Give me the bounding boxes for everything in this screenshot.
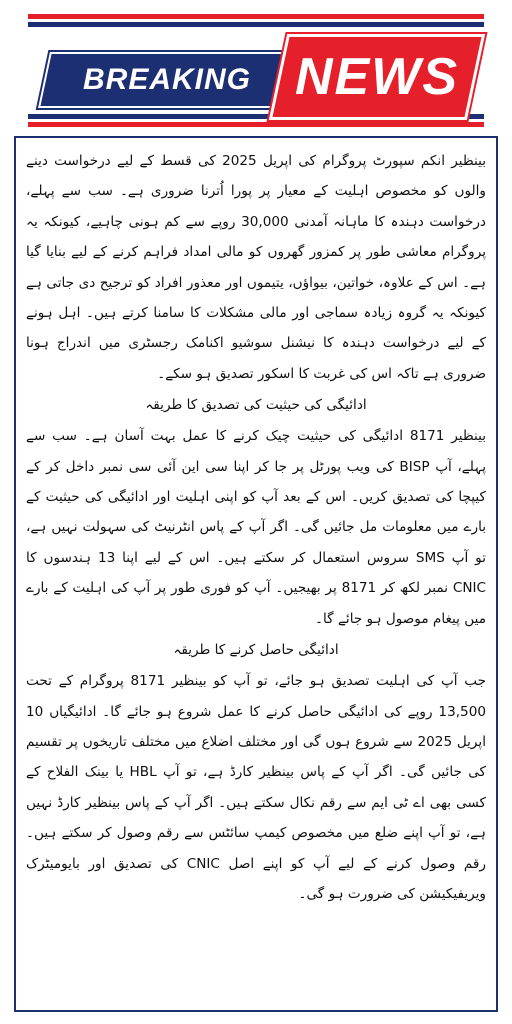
section-heading-payment-status: ادائیگی کی حیثیت کی تصدیق کا طریقہ <box>145 397 367 414</box>
news-label-box <box>269 34 485 120</box>
article-receive-payment-paragraph: جب آپ کی اہلیت تصدیق ہو جائے، تو آپ کو بینظیر 8171 پروگرام کے تحت 13,500 روپے کی ادائیگی حاصل کرنے کا عمل شروع ہو جائے گا۔ ادائیگیاں 10 اپریل 2025 سے شروع ہوں گی اور مختلف اضلاع میں مختلف تاریخوں پر تقسیم کی جائیں گی۔ اگر آپ کے پاس بینظیر کارڈ ہے، تو آپ HBL یا بینک الفلاح کے کسی بھی اے ٹی ایم سے رقم نکال سکتے ہیں۔ اگر آپ کے پاس بینظیر کارڈ نہیں ہے، تو آپ اپنے ضلع میں مخصوص کیمپ سائٹس سے رقم وصول کر سکتے ہیں۔ رقم وصول کرنے کے لیے آپ کو اپنے اصل CNIC کی تصدیق اور بایومیٹرک ویریفیکیشن کی ضرورت ہو گی۔ <box>26 673 486 902</box>
banner-stripe-top-red <box>28 14 484 19</box>
breaking-news-banner <box>0 0 512 130</box>
news-label: NEWS <box>295 48 459 106</box>
article-intro-paragraph: بینظیر انکم سپورٹ پروگرام کی اپریل 2025 کی قسط کے لیے درخواست دینے والوں کو مخصوص اہلیت کے معیار پر پورا اُترنا ضروری ہے۔ سب سے پہلے، درخواست دہندہ کا ماہانہ آمدنی 30,000 روپے سے کم ہونی چاہیے، کیونکہ یہ پروگرام معاشی طور پر کمزور گھروں کو مالی امداد فراہم کرنے کے لیے بنایا گیا ہے۔ اس کے علاوہ، خواتین، بیواؤں، یتیموں اور معذور افراد کو ترجیح دی جاتی ہے کیونکہ یہ گروہ زیادہ سماجی اور مالی مشکلات کا سامنا کرتے ہیں۔ اہل ہونے کے لیے درخواست دہندہ کا نیشنل سوشیو اکنامک رجسٹری میں اندراج ہونا ضروری ہے تاکہ اس کی غربت کا اسکور تصدیق ہو سکے۔ <box>26 153 486 382</box>
breaking-label: BREAKING <box>82 63 251 96</box>
section-heading-receive-payment: ادائیگی حاصل کرنے کا طریقہ <box>173 642 339 659</box>
article-body <box>26 146 486 909</box>
article-payment-status-paragraph: بینظیر 8171 ادائیگی کی حیثیت چیک کرنے کا عمل بہت آسان ہے۔ سب سے پہلے، آپ BISP کی ویب پورٹل پر جا کر اپنا سی این آئی سی نمبر داخل کر کے کیپچا کی تصدیق کریں۔ اس کے بعد آپ کو اپنی اہلیت اور ادائیگی کی حیثیت کے بارے میں معلومات مل جائیں گی۔ اگر آپ کے پاس انٹرنیٹ کی سہولت نہیں ہے، تو آپ SMS سروس استعمال کر سکتے ہیں۔ اس کے لیے اپنا 13 ہندسوں کا CNIC نمبر لکھ کر 8171 پر بھیجیں۔ آپ کو فوری طور پر آپ کی اہلیت کے بارے میں پیغام موصول ہو جائے گا۔ <box>26 428 487 627</box>
breaking-label-box <box>38 52 296 108</box>
banner-stripe-top-navy <box>28 22 484 27</box>
banner-stripe-bottom-red <box>28 122 484 127</box>
